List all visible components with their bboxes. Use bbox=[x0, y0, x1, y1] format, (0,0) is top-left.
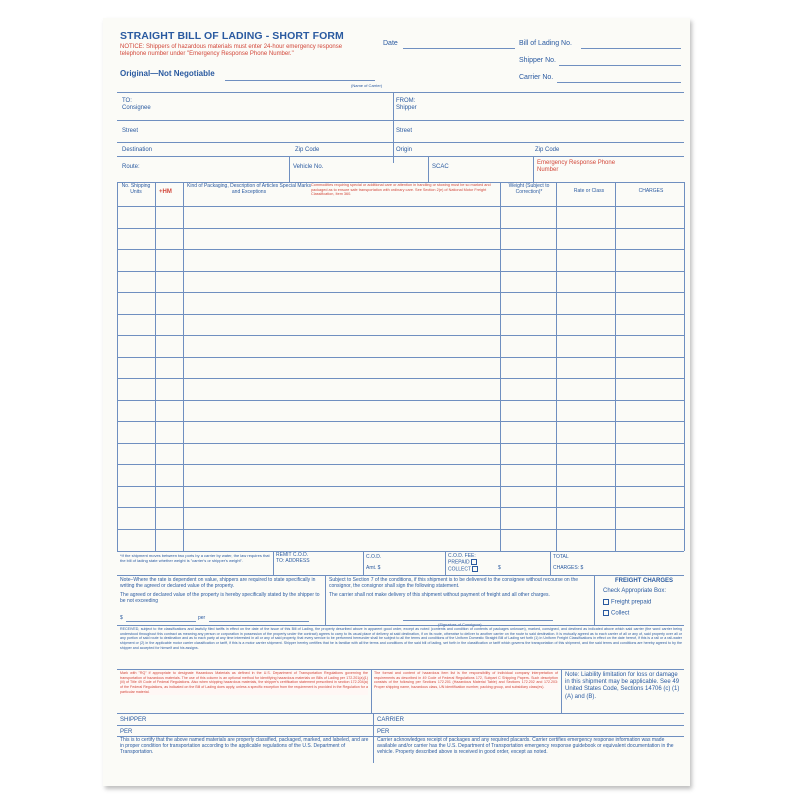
consignee-label: Consignee bbox=[122, 105, 151, 111]
declared-value-per: per bbox=[198, 615, 206, 621]
shipper-no-label: Shipper No. bbox=[519, 57, 556, 64]
liability-note: Note: Liability limitation for loss or damage in this shipment may be applicable. See 49 United States Code, Sections 14706 (c) (1) (A) and (B). bbox=[565, 672, 680, 700]
bill-of-lading-no-label: Bill of Lading No. bbox=[519, 40, 572, 47]
section-7-note: Subject to Section 7 of the conditions, if this shipment is to be delivered to the consignee without recourse on the consignor, the consignor shall sign the following statement. bbox=[329, 577, 579, 589]
hazmat-format-note: The format and content of hazardous item list is the responsibility of individual company interpretation of requirements as described in 49 Code of Federal Regulations 172, Subpart C Shipping Papers. Such description consists of the following per Sections 172.201 (Hazardous Material Table) and Sections 172.202 and 172.203: Proper shipping name, hazardous class, UN identification number, packing group, and subsidiary class(es). bbox=[374, 671, 558, 690]
carrier-no-label: Carrier No. bbox=[519, 74, 554, 81]
original-not-negotiable: Original—Not Negotiable bbox=[120, 69, 215, 78]
remit-cod-label: REMIT C.O.D. TO: ADDRESS bbox=[276, 552, 310, 564]
declared-per-field[interactable] bbox=[209, 621, 309, 622]
collect-label: COLLECT bbox=[448, 566, 471, 573]
grid-column-line bbox=[500, 182, 501, 551]
grid-row-line bbox=[117, 443, 684, 444]
cod-amount-label: Amt. $ bbox=[366, 565, 381, 571]
col-description: Kind of Packaging, Description of Articles Special Marks and Exceptions bbox=[187, 183, 311, 195]
shipper-label: Shipper bbox=[396, 105, 417, 111]
grid-row-line bbox=[117, 249, 684, 250]
col-weight: Weight (Subject to Correction)* bbox=[508, 183, 550, 195]
grid-column-line bbox=[155, 182, 156, 551]
bill-of-lading-no-field[interactable] bbox=[581, 48, 681, 49]
destination-zip-label: Zip Code bbox=[295, 147, 320, 153]
shipper-sign-label: SHIPPER bbox=[120, 717, 147, 723]
grid-column-line bbox=[615, 182, 616, 551]
shipper-no-field[interactable] bbox=[559, 65, 681, 66]
shipper-street-label: Street bbox=[396, 128, 413, 134]
date-label: Date bbox=[383, 40, 398, 47]
grid-row-line bbox=[117, 314, 684, 315]
grid-column-line bbox=[183, 182, 184, 551]
date-field[interactable] bbox=[403, 48, 515, 49]
name-of-carrier-label: (Name of Carrier) bbox=[351, 83, 383, 88]
collect-checkbox[interactable] bbox=[472, 566, 478, 572]
emergency-phone-label: Emergency Response Phone Number bbox=[537, 160, 616, 173]
bill-of-lading-sheet bbox=[103, 18, 690, 786]
scac-label: SCAC bbox=[432, 164, 449, 170]
value-note: Note–Where the rate is dependent on value, shippers are required to state specifically in writing the agreed or declared value of the property. bbox=[120, 577, 316, 589]
from-label: FROM: bbox=[396, 98, 416, 104]
grid-row-line bbox=[117, 292, 684, 293]
grid-row-line bbox=[117, 486, 684, 487]
freight-prepaid-checkbox[interactable] bbox=[603, 599, 609, 605]
declared-value-dollar: $ bbox=[120, 615, 123, 621]
prepaid-label: PREPAID bbox=[448, 559, 470, 566]
grid-row-line bbox=[117, 271, 684, 272]
col-hm: +HM bbox=[159, 189, 172, 195]
cod-label: C.O.D. bbox=[366, 554, 382, 560]
carrier-acknowledgement: Carrier acknowledges receipt of packages and any required placards. Carrier certifies emergency response information was made available and/or carrier has the U.S. Department of Transportation emergency response guidebook or equivalent documentation in the vehicle. Property described above is received in good order, except as noted. bbox=[377, 737, 674, 755]
grid-column-line bbox=[556, 182, 557, 551]
cod-fee-dollar: $ bbox=[498, 565, 501, 571]
signature-label: (Signature of Consignor) bbox=[438, 622, 482, 627]
received-terms: RECEIVED, subject to the classifications and lawfully filed tariffs in effect on the date of the issue of this Bill of Lading, the property described above in apparent good order, except as noted (contents and condition of contents of packages unknown), marked, consigned, and destined as indicated above which said carrier (the word carrier being understood throughout this contract as meaning any person or corporation in possession of the property under the contract) agrees to carry to its usual place of delivery at said destination, if on its route, otherwise to deliver to another carrier on the route to said destination. It is mutually agreed as to each carrier of all or any of, said property over all or any portion of said route to destination and as to each party at any time interested in all or any of said property, that every service to be performed hereunder shall be subject to all the terms and conditions of the Uniform Domestic Straight Bill of Lading set forth (1) in Uniform Freight Classifications in effect on the date hereof, if this is a rail or a rail-water shipment or (2) in the applicable motor carrier classification or tariff, if this is a motor carrier shipment. Shipper hereby certifies that he is familiar with all the terms and conditions of the said bill of lading, set forth in the classification or tariff which governs the transportation of this shipment, and the said terms and conditions are hereby agreed to by the shipper and accepted for himself and his assigns. bbox=[120, 627, 682, 650]
handling-note: Commodities requiring special or additional care or attention in handling or stowing must be so marked and packaged as to ensure safe transportation with ordinary care. See Section 2(e) of National Motor Freight Classification, Item 360. bbox=[311, 183, 491, 197]
declared-value-note: The agreed or declared value of the property is hereby specifically stated by the shipper to be not exceeding bbox=[120, 592, 320, 604]
to-label: TO: bbox=[122, 98, 132, 104]
carrier-no-field[interactable] bbox=[557, 82, 681, 83]
origin-label: Origin bbox=[396, 147, 413, 153]
delivery-note: The carrier shall not make delivery of this shipment without payment of freight and all other charges. bbox=[329, 592, 550, 598]
grid-row-line bbox=[117, 357, 684, 358]
origin-zip-label: Zip Code bbox=[535, 147, 560, 153]
ports-note: *If the shipment moves between two ports by a carrier by water, the law requires that the bill of lading state whether weight is "carrier's or shipper's weight". bbox=[120, 553, 270, 563]
col-charges: CHARGES bbox=[638, 188, 664, 194]
total-charges-label: CHARGES: $ bbox=[553, 565, 584, 571]
consignee-street-label: Street bbox=[122, 128, 139, 134]
destination-label: Destination bbox=[122, 147, 153, 153]
cod-fee-label: C.O.D. FEE: bbox=[448, 553, 476, 559]
route-label: Route: bbox=[122, 164, 140, 170]
consignor-signature-field[interactable] bbox=[403, 620, 553, 621]
carrier-sign-label: CARRIER bbox=[377, 717, 405, 723]
grid-row-line bbox=[117, 529, 684, 530]
grid-column-line bbox=[684, 182, 685, 551]
total-label: TOTAL bbox=[553, 554, 569, 560]
col-rate: Rate or Class bbox=[573, 188, 605, 194]
grid-row-line bbox=[117, 378, 684, 379]
shipper-per-label: PER bbox=[120, 729, 133, 735]
check-box-label: Check Appropriate Box: bbox=[603, 588, 667, 594]
declared-value-field[interactable] bbox=[126, 621, 196, 622]
freight-prepaid-label: Freight prepaid bbox=[611, 599, 652, 606]
hazmat-notice: NOTICE: Shippers of hazardous materials must enter 24-hour emergency response telephone number under "Emergency Response Phone Number." bbox=[120, 44, 343, 58]
grid-row-line bbox=[117, 507, 684, 508]
grid-row-line bbox=[117, 464, 684, 465]
grid-row-line bbox=[117, 421, 684, 422]
freight-collect-label: Collect bbox=[611, 610, 630, 617]
grid-row-line bbox=[117, 228, 684, 229]
grid-column-line bbox=[117, 182, 118, 551]
carrier-per-label: PER bbox=[377, 729, 390, 735]
grid-row-line bbox=[117, 335, 684, 336]
prepaid-checkbox[interactable] bbox=[471, 559, 477, 565]
freight-charges-heading: FREIGHT CHARGES bbox=[615, 578, 674, 584]
grid-row-line bbox=[117, 400, 684, 401]
vehicle-no-label: Vehicle No. bbox=[293, 164, 324, 170]
shipper-certification: This is to certify that the above named materials are properly classified, packaged, marked, and labeled, and are in proper condition for transportation according to the applicable regulations of the U.S. Department of Transportation. bbox=[120, 737, 369, 755]
rq-note: Mark with "RQ" if appropriate to designate Hazardous Materials as defined in the U.S. Department of Transportation Regulations governing the transportation of hazardous materials. The use of this column is an optional method for identifying hazardous materials on Bills of Lading per 172.201(a)(1)(iii) of Title 49 Code of Federal Regulations. Also when shipping hazardous materials, the shipper's certification statement prescribed in section 172.204(a) of the Federal Regulations, as indicated on the Bill of Lading does apply, unless a specific exception from the requirement is provided in the Regulation for a particular material. bbox=[120, 671, 368, 694]
form-title: STRAIGHT BILL OF LADING - SHORT FORM bbox=[120, 30, 344, 42]
freight-collect-checkbox[interactable] bbox=[603, 610, 609, 616]
col-shipping-units: No. Shipping Units bbox=[121, 183, 151, 195]
